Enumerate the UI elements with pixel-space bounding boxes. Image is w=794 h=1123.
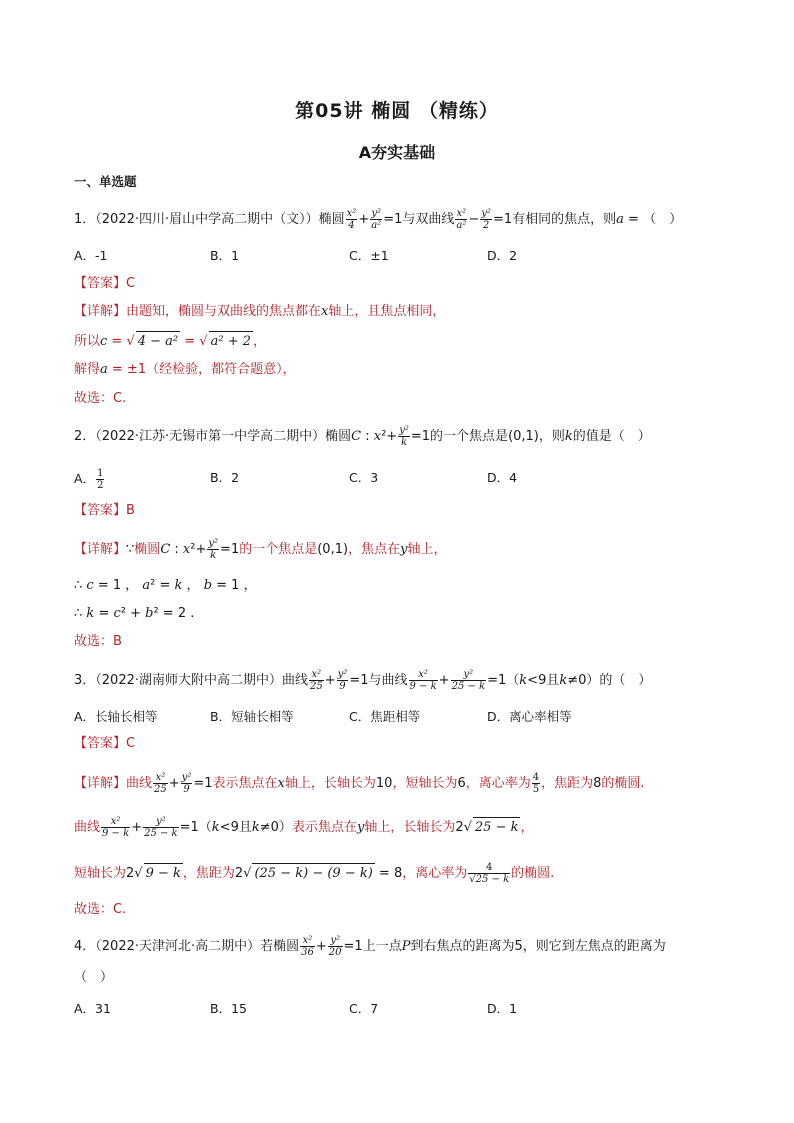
detail-line: 【详解】由题知，椭圆与双曲线的焦点都在x轴上，且焦点相同， xyxy=(74,304,446,319)
option-b: B．2 xyxy=(210,470,240,485)
question-number: 1． xyxy=(74,212,96,227)
section-heading: 一、单选题 xyxy=(74,174,137,189)
option-b: B．15 xyxy=(210,1001,247,1016)
detail-line: 曲线 $\frac{\text{x²}}{9 - k}$ + $\frac{\text{y²}}{25 - k}$ =1（k<9且k≠0）表示焦点在y轴上，长轴长为2√ 25 − k ， xyxy=(74,816,534,839)
option-c: C．±1 xyxy=(349,248,389,263)
option-c: C．焦距相等 xyxy=(349,709,421,724)
option-d: D．2 xyxy=(487,248,518,263)
detail-line: 【详解】∵椭圆C : x²+ $\frac{\text{y²}}{k}$ =1的一个焦点是(0,1)，焦点在y轴上， xyxy=(74,538,447,561)
detail-line: ∴ k = c² + b² = 2 . xyxy=(74,606,195,621)
option-d: D．1 xyxy=(487,1001,518,1016)
choice-line: 故选：B xyxy=(74,634,122,649)
option-a: A．31 xyxy=(74,1001,111,1016)
detail-line: 短轴长为2√ 9 − k ，焦距为2√ (25 − k) − (9 − k) = 8，离心率为 $\frac{4}{√25 - k}$ 的椭圆. xyxy=(74,862,555,885)
question-3: 3．（2022·湖南师大附中高二期中）曲线 $\frac{\text{x²}}{25}$ + $\frac{\text{y²}}{9}$ =1与曲线 $\frac{\text{x²}}{9 - k}$ + $\frac{\text{y²}}{25 - k}$ =1（k<9且k≠0）的（ ） xyxy=(74,669,652,692)
question-2: 2．（2022·江苏·无锡市第一中学高二期中）椭圆C : x²+ $\frac{\text{y²}}{k}$ =1的一个焦点是(0,1)，则k的值是（ ） xyxy=(74,425,651,448)
option-b: B．短轴长相等 xyxy=(210,709,294,724)
detail-line: 【详解】曲线 $\frac{\text{x²}}{25}$ + $\frac{\text{y²}}{9}$ =1表示焦点在x轴上，长轴长为10，短轴长为6，离心率为 $\frac{4}{5}$ ，焦距为8的椭圆. xyxy=(74,772,645,795)
page-subtitle: A夯实基础 xyxy=(358,143,436,162)
option-c: C．3 xyxy=(349,470,379,485)
answer-line: 【答案】C xyxy=(74,276,136,291)
page-title: 第05讲 椭圆 （精练） xyxy=(295,100,499,122)
question-source: （2022·江苏·无锡市第一中学高二期中）椭圆 xyxy=(95,429,352,444)
question-number: 4． xyxy=(74,939,96,954)
option-d: D．4 xyxy=(487,470,518,485)
detail-line: 所以c = √ 4 − a² = √ a² + 2 ， xyxy=(74,331,266,352)
option-c: C．7 xyxy=(349,1001,379,1016)
detail-line: ∴ c = 1 ， a² = k ， b = 1 ， xyxy=(74,578,257,593)
question-source: （2022·四川·眉山中学高二期中（文））椭圆 xyxy=(95,212,345,227)
question-1: 1．（2022·四川·眉山中学高二期中（文））椭圆 $\frac{\text{x²}}{4}$ + $\frac{\text{y²}}{\text{a²}}$ =1与双曲线 $\frac{\text{x²}}{\text{a²}}$ − $\frac{\text{y²}}{2}$ =1有相同的焦点，则a = （ ） xyxy=(74,208,683,231)
answer-line: 【答案】B xyxy=(74,503,135,518)
option-b: B．1 xyxy=(210,248,240,263)
question-4: 4．（2022·天津河北·高二期中）若椭圆 $\frac{\text{x²}}{36}$ + $\frac{\text{y²}}{20}$ =1上一点P到右焦点的距离为5，则它到左焦点的距离为 xyxy=(74,935,666,958)
question-source: （2022·湖南师大附中高二期中）曲线 xyxy=(95,673,308,688)
question-bracket: （ ） xyxy=(74,970,114,985)
choice-line: 故选：C. xyxy=(74,902,127,917)
option-a: A． $\frac{1}{2}$ xyxy=(74,468,104,491)
question-number: 3． xyxy=(74,673,96,688)
question-source: （2022·天津河北·高二期中）若椭圆 xyxy=(95,939,300,954)
option-a: A．长轴长相等 xyxy=(74,709,158,724)
answer-line: 【答案】C xyxy=(74,736,136,751)
question-number: 2． xyxy=(74,429,96,444)
option-a: A．-1 xyxy=(74,248,108,263)
option-d: D．离心率相等 xyxy=(487,709,572,724)
detail-line: 解得a = ±1（经检验，都符合题意）， xyxy=(74,362,296,377)
choice-line: 故选：C. xyxy=(74,391,127,406)
